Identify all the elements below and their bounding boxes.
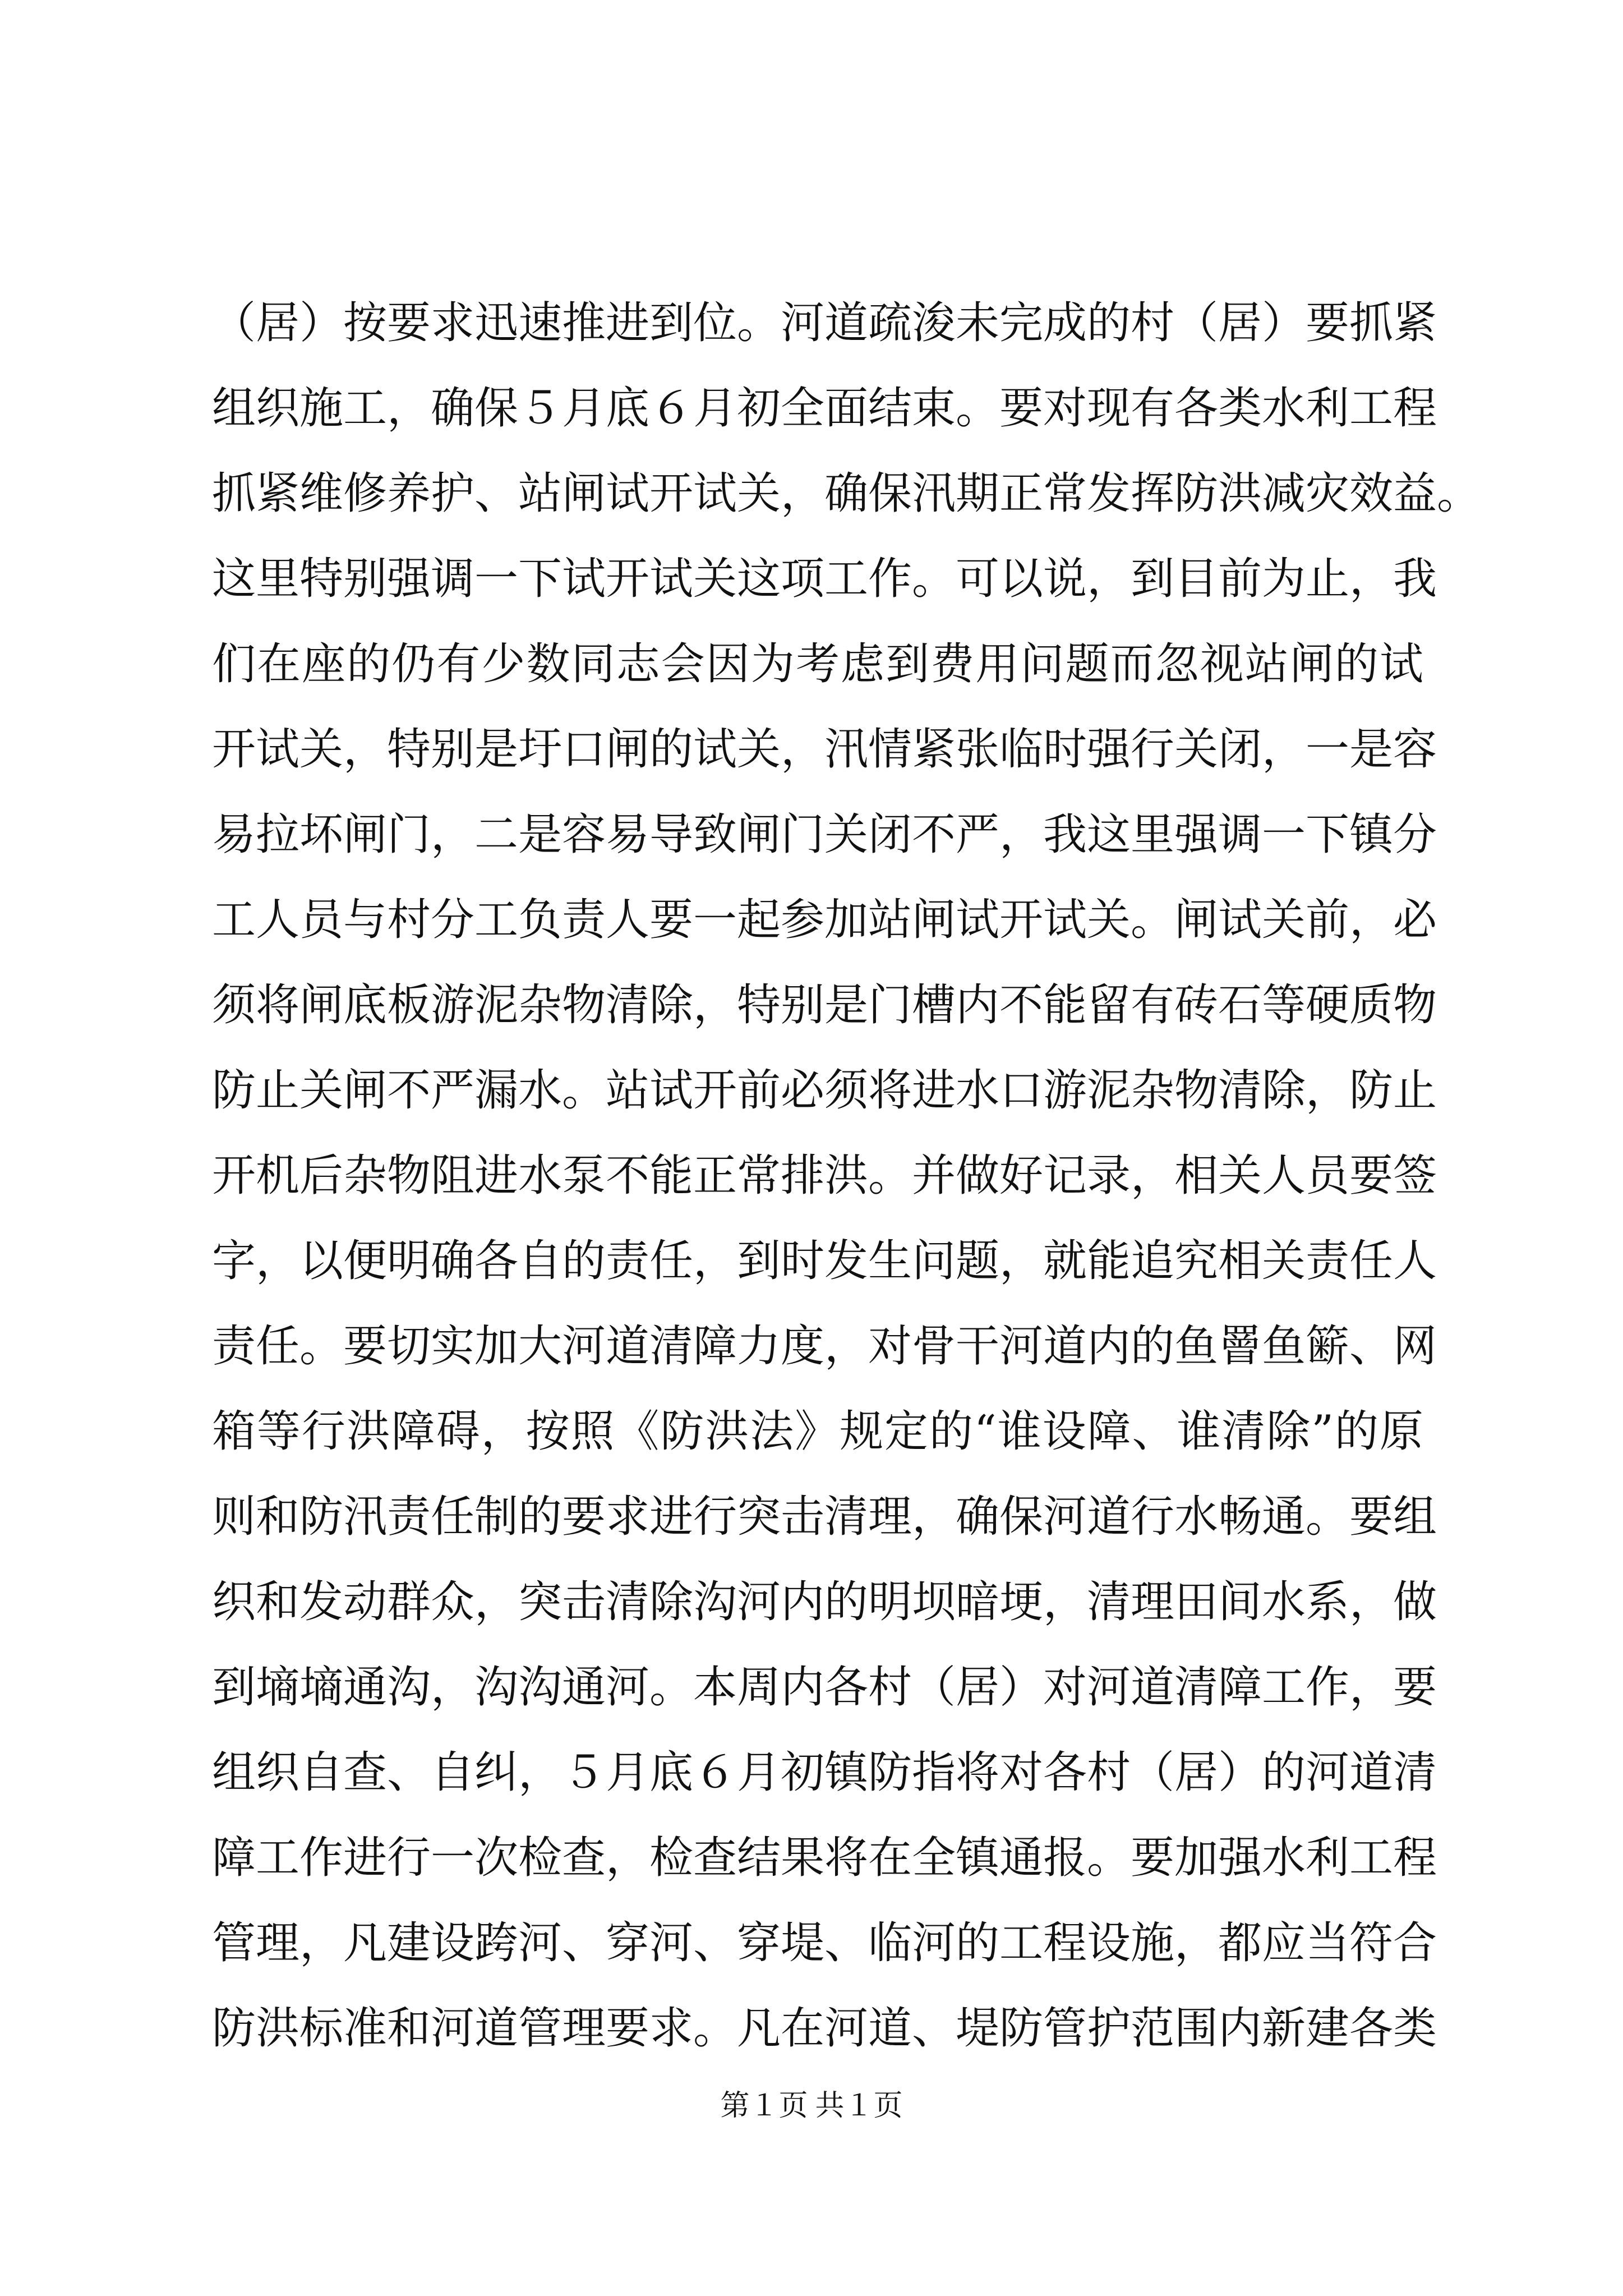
text-line: 工人员与村分工负责人要一起参加站闸试开试关。闸试关前，必 xyxy=(212,895,1437,945)
text-line: 开试关，特别是圩口闸的试关，汛情紧张临时强行关闭，一是容 xyxy=(212,724,1437,775)
text-line: 则和防汛责任制的要求进行突击清理，确保河道行水畅通。要组 xyxy=(212,1492,1437,1542)
document-body xyxy=(212,280,1481,2071)
text-line: 易拉坏闸门，二是容易导致闸门关闭不严，我这里强调一下镇分 xyxy=(212,809,1437,860)
text-line: 障工作进行一次检查，检查结果将在全镇通报。要加强水利工程 xyxy=(212,1833,1437,1883)
text-line: 防洪标准和河道管理要求。凡在河道、堤防管护范围内新建各类 xyxy=(212,2003,1437,2054)
text-line: 到墒墒通沟，沟沟通河。本周内各村（居）对河道清障工作，要 xyxy=(212,1662,1437,1713)
page-number-footer: 第１页 共１页 xyxy=(720,2090,903,2122)
text-line: 管理，凡建设跨河、穿河、穿堤、临河的工程设施，都应当符合 xyxy=(212,1918,1437,1968)
text-line: 织和发动群众，突击清除沟河内的明坝暗埂，清理田间水系，做 xyxy=(212,1577,1437,1627)
text-line: 开机后杂物阻进水泵不能正常排洪。并做好记录，相关人员要签 xyxy=(212,1151,1437,1201)
text-line: 组织施工，确保５月底６月初全面结束。要对现有各类水利工程 xyxy=(212,383,1437,434)
text-line: （居）按要求迅速推进到位。河道疏浚未完成的村（居）要抓紧 xyxy=(212,298,1437,348)
text-line: 这里特别强调一下试开试关这项工作。可以说，到目前为止，我 xyxy=(212,554,1437,604)
text-line: 组织自查、自纠，５月底６月初镇防指将对各村（居）的河道清 xyxy=(212,1747,1437,1798)
text-line: 须将闸底板游泥杂物清除，特别是门槽内不能留有砖石等硬质物 xyxy=(212,980,1437,1030)
text-line: 们在座的仍有少数同志会因为考虑到费用问题而忽视站闸的试 xyxy=(212,639,1423,689)
text-line: 箱等行洪障碍，按照《防洪法》规定的“谁设障、谁清除”的原 xyxy=(212,1406,1423,1457)
text-line: 责任。要切实加大河道清障力度，对骨干河道内的鱼罾鱼簖、网 xyxy=(212,1321,1437,1372)
text-line: 字，以便明确各自的责任，到时发生问题，就能追究相关责任人 xyxy=(212,1236,1437,1286)
text-line: 防止关闸不严漏水。站试开前必须将进水口游泥杂物清除，防止 xyxy=(212,1065,1437,1116)
text-line: 抓紧维修养护、站闸试开试关，确保汛期正常发挥防洪减灾效益。 xyxy=(212,468,1481,519)
